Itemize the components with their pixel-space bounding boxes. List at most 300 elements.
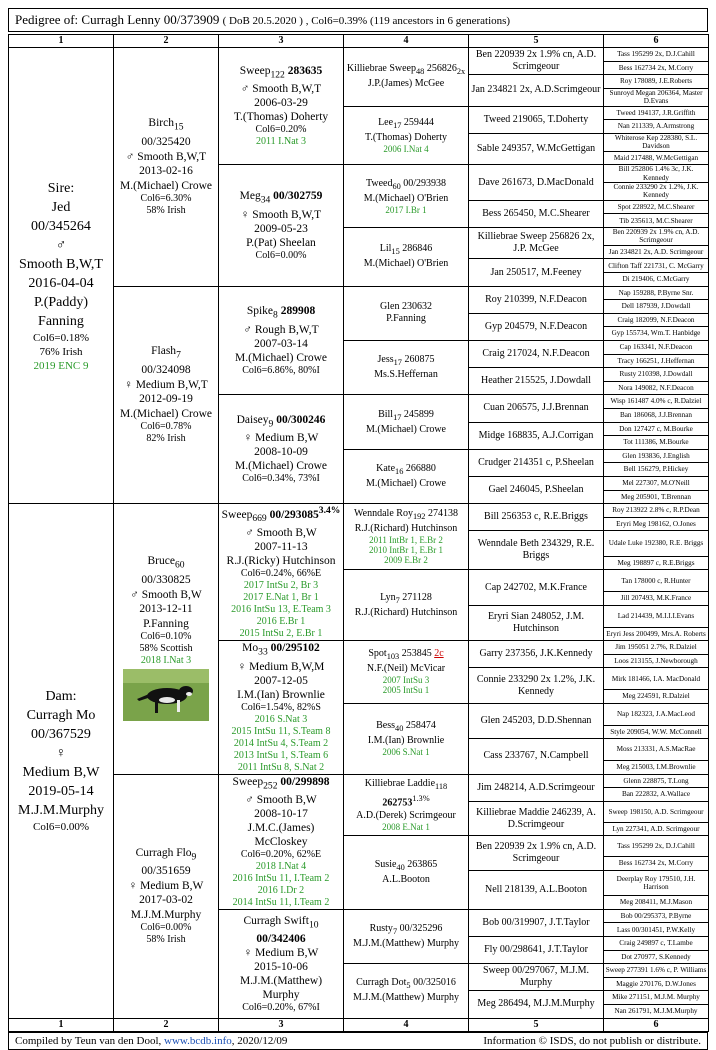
g6-text: Meg 208411, M.J.Mason bbox=[619, 898, 693, 907]
g3-name: Sweep bbox=[239, 64, 271, 77]
g6-text: Roy 213922 2.8% c, R.P.Dean bbox=[612, 506, 700, 515]
gen3-cell bbox=[219, 909, 344, 1018]
gen6-cell bbox=[604, 977, 709, 991]
g3-sub: 34 bbox=[260, 194, 271, 206]
footer-date: , 2020/12/09 bbox=[231, 1034, 288, 1047]
g3-desc: ♂ Smooth B,W bbox=[245, 527, 317, 540]
g4-reg: 259444 bbox=[403, 116, 434, 128]
g2-award: 2018 I.Nat 3 bbox=[140, 655, 192, 667]
gen4-cell bbox=[344, 228, 469, 287]
gen6-cell bbox=[604, 654, 709, 668]
gen6-cell bbox=[604, 286, 709, 300]
gen6-cell bbox=[604, 950, 709, 964]
g6-text: Ban 186068, J.J.Brennan bbox=[619, 411, 693, 420]
g3-col6: Col6=0.20% bbox=[255, 124, 307, 136]
g2-reg: 00/351659 bbox=[141, 865, 191, 878]
g4-name: Rusty bbox=[369, 923, 393, 934]
g4-regsub: 2x bbox=[456, 67, 466, 77]
gen5-cell bbox=[469, 836, 604, 871]
g3-award: 2013 IntSu 1, S.Team 6 bbox=[233, 749, 329, 761]
g4-name: Susie bbox=[374, 859, 397, 871]
g3-name: Spike bbox=[246, 305, 274, 318]
gen5-cell bbox=[469, 668, 604, 703]
gen4-cell bbox=[344, 774, 469, 836]
g4-name: Tweed bbox=[365, 177, 393, 189]
footer-compiled: Compiled by Teun van den Dool, bbox=[15, 1034, 162, 1047]
gen6-cell bbox=[604, 788, 709, 802]
g4-reg: 263865 bbox=[407, 859, 438, 871]
gen6-cell bbox=[604, 151, 709, 165]
g4-sub: 17 bbox=[393, 412, 402, 422]
g5-text: Meg 286494, M.J.M.Murphy bbox=[477, 998, 595, 1010]
g2-breed-pct: 58% Irish bbox=[146, 205, 186, 217]
gen6-cell bbox=[604, 668, 709, 690]
g4-name: Lyn bbox=[380, 591, 396, 603]
g3-award: 2011 IntSu 8, S.Nat 2 bbox=[237, 761, 325, 773]
pedigree-page bbox=[8, 8, 708, 1050]
g3-sub: 10 bbox=[308, 918, 319, 930]
gen6-cell bbox=[604, 200, 709, 214]
g3-breeder: J.M.C.(James) McCloskey bbox=[247, 821, 315, 848]
g3-sub: 669 bbox=[252, 513, 267, 525]
gen5-cell bbox=[469, 133, 604, 164]
g6-text: Tib 235613, M.C.Shearer bbox=[619, 216, 693, 225]
g6-text: Lass 00/301451, P.W.Kelly bbox=[616, 925, 696, 934]
gen4-cell bbox=[344, 395, 469, 449]
bcdb-link[interactable]: www.bcdb.info bbox=[164, 1034, 232, 1047]
gen5-cell bbox=[469, 165, 604, 201]
gen6-cell bbox=[604, 836, 709, 857]
g2-name: Bruce bbox=[147, 555, 175, 568]
dam-col6: Col6=0.00% bbox=[32, 821, 89, 834]
gen4-cell bbox=[344, 641, 469, 704]
gen6-cell bbox=[604, 183, 709, 201]
gen4-cell bbox=[344, 165, 469, 228]
pedigree-row bbox=[9, 48, 709, 62]
g4-sub: 7 bbox=[395, 595, 400, 605]
g4-breeder: M.(Michael) O'Brien bbox=[363, 192, 449, 204]
g5-text: Glen 245203, D.D.Shennan bbox=[480, 714, 592, 726]
g3-reg: 289908 bbox=[280, 305, 316, 318]
g3-reg: 00/342406 bbox=[256, 932, 306, 945]
gen6-cell bbox=[604, 690, 709, 704]
g4-breeder: P.Fanning bbox=[386, 313, 426, 325]
g3-award: 2015 IntSu 2, E.Br 1 bbox=[239, 628, 323, 640]
g5-text: Bill 256353 c, R.E.Briggs bbox=[484, 511, 588, 523]
g3-dob: 2009-05-23 bbox=[254, 222, 308, 235]
g2-dob: 2017-03-02 bbox=[139, 894, 193, 907]
g4-name: Killiebrae Sweep bbox=[346, 63, 416, 75]
g6-text: Nap 159288, P.Byrne Snr. bbox=[618, 288, 694, 297]
dam-role: Dam: bbox=[45, 689, 77, 705]
sire-name: Jed bbox=[51, 199, 71, 215]
g3-sub: 252 bbox=[263, 779, 278, 791]
gen5-cell bbox=[469, 228, 604, 259]
g6-text: Cap 163341, N.F.Deacon bbox=[619, 343, 693, 352]
header-info: ( DoB 20.5.2020 ) , Col6=0.39% (119 ancestors in 6 generations) bbox=[222, 15, 511, 27]
g4-award: 2008 E.Nat 1 bbox=[382, 821, 430, 832]
pedigree-row bbox=[9, 774, 709, 788]
pedigree-row bbox=[9, 504, 709, 518]
g3-reg: 00/293085 bbox=[269, 508, 319, 521]
g6-text: Nap 182323, J.A.MacLeod bbox=[616, 709, 696, 718]
g6-text: Ben 220939 2x 1.9% cn, A.D. Scrimgeour bbox=[612, 228, 700, 245]
g6-text: Tass 195299 2x, D.J.Cahill bbox=[617, 842, 695, 851]
g2-name: Birch bbox=[148, 117, 174, 130]
gen4-cell bbox=[344, 48, 469, 107]
gen5-cell bbox=[469, 422, 604, 449]
g3-name: Daisey bbox=[236, 414, 269, 427]
g3-desc: ♂ Smooth B,W,T bbox=[240, 83, 322, 96]
g4-sub: 48 bbox=[415, 67, 425, 77]
g6-text: Nora 149082, N.F.Deacon bbox=[618, 383, 694, 392]
gen5-cell bbox=[469, 703, 604, 738]
g6-text: Connie 233290 2x 1.2%, J.K. Kennedy bbox=[613, 183, 699, 200]
g4-name: Kate bbox=[376, 462, 396, 474]
gen6-cell bbox=[604, 774, 709, 788]
gen6-cell bbox=[604, 517, 709, 531]
g5-text: Bess 265450, M.C.Shearer bbox=[482, 207, 590, 219]
g2-sub: 60 bbox=[174, 559, 185, 571]
g6-text: Gyp 155734, Wm.T. Hanbidge bbox=[611, 329, 701, 338]
column-number: 4 bbox=[344, 35, 469, 48]
gen6-cell bbox=[604, 556, 709, 570]
gen3-cell bbox=[219, 395, 344, 504]
g5-text: Craig 217024, N.F.Deacon bbox=[482, 348, 590, 360]
gen5-cell bbox=[469, 48, 604, 75]
g6-text: Jill 207493, M.K.France bbox=[620, 594, 692, 603]
g3-name: Mo bbox=[242, 642, 259, 655]
gen4-cell bbox=[344, 909, 469, 963]
column-number: 2 bbox=[114, 1018, 219, 1031]
column-number: 1 bbox=[9, 35, 114, 48]
g6-text: Dot 270977, S.Kennedy bbox=[621, 952, 691, 961]
gen4-cell bbox=[344, 836, 469, 909]
g2-dob: 2013-12-11 bbox=[139, 603, 193, 616]
g3-dob: 2015-10-06 bbox=[254, 960, 308, 973]
g4-sub: 60 bbox=[392, 181, 401, 191]
g5-text: Dave 261673, D.MacDonald bbox=[478, 176, 594, 188]
g3-reg: 00/299898 bbox=[280, 775, 330, 788]
g4-reg: 00/325016 bbox=[413, 977, 456, 989]
g6-text: Craig 249897 c, T.Lambe bbox=[619, 939, 693, 948]
g4-reg: 00/325296 bbox=[399, 923, 443, 934]
g3-sub: 9 bbox=[268, 418, 274, 430]
gen6-cell bbox=[604, 739, 709, 761]
g5-text: Cuan 206575, J.J.Brennan bbox=[483, 402, 589, 414]
pedigree-table bbox=[8, 34, 709, 1032]
g6-text: Bell 156279, P.Hickey bbox=[623, 465, 689, 474]
g5-text: Killiebrae Sweep 256826 2x, J.P. McGee bbox=[477, 231, 595, 255]
g3-dob: 2007-11-13 bbox=[254, 541, 308, 554]
g2-sub: 7 bbox=[176, 349, 181, 361]
g3-reg: 00/300246 bbox=[276, 414, 326, 427]
g3-award: 2018 I.Nat 4 bbox=[255, 860, 307, 872]
g5-text: Tweed 219065, T.Doherty bbox=[483, 113, 589, 125]
g3-dob: 2007-12-05 bbox=[254, 674, 308, 687]
g4-reg: 230632 bbox=[401, 301, 432, 313]
dog-photo bbox=[123, 669, 209, 721]
sire-col6: Col6=0.18% bbox=[32, 331, 89, 344]
column-numbers-top bbox=[9, 35, 709, 48]
sire-award: 2019 ENC 9 bbox=[33, 359, 89, 372]
g3-sub: 33 bbox=[258, 646, 268, 658]
gen5-cell bbox=[469, 368, 604, 395]
g3-breeder: I.M.(Ian) Brownlie bbox=[237, 688, 325, 701]
g6-text: Tass 195299 2x, D.J.Cahill bbox=[617, 50, 695, 59]
column-number: 5 bbox=[469, 1018, 604, 1031]
gen6-cell bbox=[604, 273, 709, 287]
footer bbox=[8, 1032, 708, 1050]
g2-breeder: M.J.M.Murphy bbox=[130, 908, 202, 921]
g4-reg: 253845 bbox=[401, 648, 432, 660]
g3-desc: ♀ Medium B,W,M bbox=[237, 660, 325, 673]
gen6-cell bbox=[604, 703, 709, 725]
g6-text: Lad 214439, M.I.I.I.Evans bbox=[617, 612, 695, 620]
dam-dob: 2019-05-14 bbox=[28, 784, 94, 800]
gen6-cell bbox=[604, 725, 709, 739]
g4-award: 2011 IntBr 1, E.Br 2 bbox=[369, 535, 443, 546]
g2-desc: ♂ Smooth B,W,T bbox=[125, 150, 207, 163]
g5-text: Wenndale Beth 234329, R.E. Briggs bbox=[477, 538, 595, 562]
gen5-cell bbox=[469, 570, 604, 605]
gen6-cell bbox=[604, 641, 709, 655]
g6-text: Mel 227307, M.O'Neill bbox=[622, 479, 690, 487]
g2-sub: 15 bbox=[173, 121, 184, 133]
g4-sub: 15 bbox=[391, 247, 400, 257]
gen3-cell bbox=[219, 774, 344, 909]
pedigree-row bbox=[9, 286, 709, 300]
g4-name: Wenndale Roy bbox=[354, 508, 413, 520]
gen5-cell bbox=[469, 476, 604, 503]
g5-text: Sable 249357, W.McGettigan bbox=[476, 142, 596, 154]
gen5-cell bbox=[469, 991, 604, 1018]
sire-desc: Smooth B,W,T bbox=[19, 256, 103, 272]
gen6-cell bbox=[604, 923, 709, 937]
g6-text: Bess 162734 2x, M.Corry bbox=[618, 63, 694, 72]
g6-text: Moss 213331, A.S.MacRae bbox=[616, 745, 696, 754]
g4-name: Curragh Dot bbox=[356, 977, 407, 989]
gen2-cell bbox=[114, 774, 219, 1018]
g6-text: Loos 213155, J.Newborough bbox=[614, 656, 698, 665]
gen6-cell bbox=[604, 408, 709, 422]
dam-sex: ♀ bbox=[55, 746, 67, 762]
g2-breed-pct: 58% Irish bbox=[146, 934, 186, 946]
g2-col6: Col6=0.78% bbox=[140, 421, 192, 433]
gen6-cell bbox=[604, 896, 709, 910]
gen6-cell bbox=[604, 822, 709, 836]
gen5-cell bbox=[469, 801, 604, 836]
g3-desc: ♂ Rough B,W,T bbox=[243, 323, 319, 336]
dam-reg: 00/367529 bbox=[31, 727, 91, 743]
g4-reg: 258474 bbox=[405, 720, 436, 732]
g2-sub: 9 bbox=[191, 850, 197, 862]
g2-name: Flash bbox=[151, 345, 177, 358]
g4-sub: 118 bbox=[435, 782, 448, 792]
g5-text: Cass 233767, N.Campbell bbox=[483, 750, 589, 762]
sire-cell bbox=[9, 48, 114, 504]
gen4-cell bbox=[344, 570, 469, 641]
g2-reg: 00/330825 bbox=[141, 574, 191, 587]
gen5-cell bbox=[469, 75, 604, 106]
g3-col6: Col6=0.20%, 67%I bbox=[242, 1001, 320, 1013]
gen5-cell bbox=[469, 313, 604, 340]
g4-sub: 192 bbox=[412, 512, 426, 522]
g6-text: Bill 252806 1.4% 3c, J.K. Kennedy bbox=[618, 165, 694, 182]
g4-name: Lee bbox=[378, 116, 394, 128]
gen4-cell bbox=[344, 504, 469, 570]
sire-role: Sire: bbox=[47, 180, 75, 196]
g6-text: Style 209054, W.W. McConnell bbox=[610, 727, 702, 736]
gen6-cell bbox=[604, 592, 709, 606]
g3-breeder: P.(Pat) Sheelan bbox=[246, 236, 316, 249]
g4-breeder: T.(Thomas) Doherty bbox=[364, 131, 447, 143]
header-dog: Curragh Lenny 00/373909 bbox=[81, 12, 220, 27]
column-number: 6 bbox=[604, 1018, 709, 1031]
g3-desc: ♀ Smooth B,W,T bbox=[240, 208, 322, 221]
gen6-cell bbox=[604, 801, 709, 822]
g6-text: Spot 228922, M.C.Shearer bbox=[617, 202, 695, 211]
g5-text: Sweep 00/297067, M.J.M. Murphy bbox=[482, 965, 590, 989]
gen6-cell bbox=[604, 991, 709, 1005]
gen6-cell bbox=[604, 133, 709, 151]
g6-text: Glen 193836, J.English bbox=[622, 451, 690, 460]
gen3-cell bbox=[219, 165, 344, 286]
g4-award: 2007 IntSu 3 bbox=[382, 675, 430, 686]
g6-text: Tot 111386, M.Bourke bbox=[623, 438, 689, 447]
g3-coi: 3.4% bbox=[318, 505, 341, 517]
g4-breeder: J.P.(James) McGee bbox=[367, 78, 445, 90]
gen6-cell bbox=[604, 368, 709, 382]
g5-text: Jan 250517, M.Feeney bbox=[490, 266, 582, 278]
gen6-cell bbox=[604, 605, 709, 627]
g3-breeder: T.(Thomas) Doherty bbox=[233, 111, 329, 124]
g6-text: Mirk 181466, I.A. MacDonald bbox=[611, 674, 701, 683]
g4-mark: 2c bbox=[434, 648, 444, 660]
g5-text: Killiebrae Maddie 246239, A. D.Scrimgeour bbox=[476, 806, 596, 830]
g5-text: Crudger 214351 c, P.Sheelan bbox=[478, 456, 594, 468]
g2-desc: ♀ Medium B,W bbox=[128, 879, 204, 892]
gen2-cell bbox=[114, 286, 219, 504]
sire-dob: 2016-04-04 bbox=[28, 275, 94, 291]
g6-text: Tan 178000 c, R.Hunter bbox=[621, 576, 691, 585]
gen5-cell bbox=[469, 200, 604, 227]
column-number: 4 bbox=[344, 1018, 469, 1031]
g5-text: Cap 242702, M.K.France bbox=[485, 581, 587, 593]
gen6-cell bbox=[604, 463, 709, 477]
g3-desc: ♀ Medium B,W bbox=[243, 432, 319, 445]
g6-text: Maid 217488, W.McGettigan bbox=[613, 153, 699, 162]
gen5-cell bbox=[469, 964, 604, 991]
g5-text: Jim 248214, A.D.Scrimgeour bbox=[477, 781, 595, 793]
gen6-cell bbox=[604, 340, 709, 354]
gen6-cell bbox=[604, 120, 709, 134]
column-number: 3 bbox=[219, 1018, 344, 1031]
g6-text: Nan 211339, A.Armstrong bbox=[617, 122, 695, 131]
g6-text: Dell 187939, J.Dowdall bbox=[621, 302, 691, 311]
g2-name: Curragh Flo bbox=[135, 846, 192, 859]
g5-text: Bob 00/319907, J.T.Taylor bbox=[482, 916, 590, 928]
g2-dob: 2012-09-19 bbox=[139, 393, 193, 406]
g6-text: Eryri Jess 200499, Mrs.A. Roberts bbox=[606, 629, 706, 638]
g6-text: Mike 271151, M.J.M. Murphy bbox=[612, 993, 700, 1002]
g3-desc: ♂ Smooth B,W bbox=[245, 793, 317, 806]
g4-reg: 245899 bbox=[403, 408, 434, 420]
gen5-cell bbox=[469, 739, 604, 774]
pedigree-header bbox=[8, 8, 708, 32]
g4-reg: 256826 bbox=[426, 63, 457, 75]
gen6-cell bbox=[604, 476, 709, 490]
gen6-cell bbox=[604, 61, 709, 75]
g5-text: Heather 215525, J.Dowdall bbox=[481, 375, 591, 387]
g3-award: 2016 I.Dr 2 bbox=[257, 884, 305, 896]
g6-text: Meg 215003, I.M.Brownlie bbox=[616, 763, 696, 772]
gen5-cell bbox=[469, 531, 604, 570]
g2-desc: ♂ Smooth B,W bbox=[130, 588, 202, 601]
g4-breeder: M.J.M.(Matthew) Murphy bbox=[352, 992, 460, 1004]
g5-text: Eryri Sian 248052, J.M. Hutchinson bbox=[487, 611, 585, 634]
g4-name: Jess bbox=[377, 354, 394, 366]
column-numbers-bottom bbox=[9, 1018, 709, 1031]
g3-desc: ♀ Medium B,W bbox=[243, 946, 319, 959]
gen6-cell bbox=[604, 214, 709, 228]
gen4-cell bbox=[344, 340, 469, 394]
g4-name: Glen bbox=[380, 301, 400, 313]
g3-award: 2016 S.Nat 3 bbox=[254, 713, 308, 725]
g4-sub: 7 bbox=[392, 927, 398, 936]
g3-col6: Col6=0.34%, 73%I bbox=[242, 473, 320, 485]
g3-award: 2017 E.Nat 1, Br 1 bbox=[243, 592, 319, 604]
column-number: 3 bbox=[219, 35, 344, 48]
g3-breeder: M.(Michael) Crowe bbox=[235, 460, 327, 473]
g4-breeder: I.M.(Ian) Brownlie bbox=[367, 735, 445, 747]
g6-text: Wisp 161487 4.0% c, R.Dalziel bbox=[610, 397, 702, 406]
g4-reg: 260875 bbox=[404, 354, 435, 366]
g4-coi: 1.3% bbox=[412, 794, 430, 804]
g5-text: Connie 233290 2x 1.2%, J.K. Kennedy bbox=[476, 673, 596, 697]
g4-breeder: M.(Michael) Crowe bbox=[366, 477, 446, 489]
gen6-cell bbox=[604, 259, 709, 273]
g4-award: 2009 E.Br 2 bbox=[384, 555, 428, 566]
gen5-cell bbox=[469, 106, 604, 133]
footer-left bbox=[15, 1033, 287, 1049]
gen2-cell bbox=[114, 48, 219, 287]
g5-text: Garry 237356, J.K.Kennedy bbox=[479, 648, 593, 660]
gen5-cell bbox=[469, 909, 604, 936]
column-number: 2 bbox=[114, 35, 219, 48]
g4-award: 2006 I.Nat 4 bbox=[383, 143, 429, 154]
gen6-cell bbox=[604, 937, 709, 951]
g5-text: Roy 210399, N.F.Deacon bbox=[485, 293, 587, 305]
gen4-cell bbox=[344, 449, 469, 503]
g3-col6: Col6=6.86%, 80%I bbox=[242, 364, 320, 376]
g3-reg: 283635 bbox=[287, 64, 323, 77]
sire-breeder: P.(Paddy) Fanning bbox=[33, 294, 89, 329]
gen5-cell bbox=[469, 641, 604, 668]
gen6-cell bbox=[604, 436, 709, 450]
gen6-cell bbox=[604, 570, 709, 592]
g2-breeder: P.Fanning bbox=[143, 617, 189, 630]
g4-breeder: A.D.(Derek) Scrimgeour bbox=[356, 809, 456, 821]
g4-breeder: N.F.(Neil) McVicar bbox=[366, 663, 446, 675]
gen6-cell bbox=[604, 1004, 709, 1018]
g3-name: Meg bbox=[239, 190, 261, 203]
g6-text: Lyn 227341, A.D. Scrimgeour bbox=[612, 824, 700, 833]
gen6-cell bbox=[604, 313, 709, 327]
g6-text: Meg 198897 c, R.E.Briggs bbox=[617, 558, 695, 567]
g3-name: Sweep bbox=[221, 508, 253, 521]
gen6-cell bbox=[604, 909, 709, 923]
